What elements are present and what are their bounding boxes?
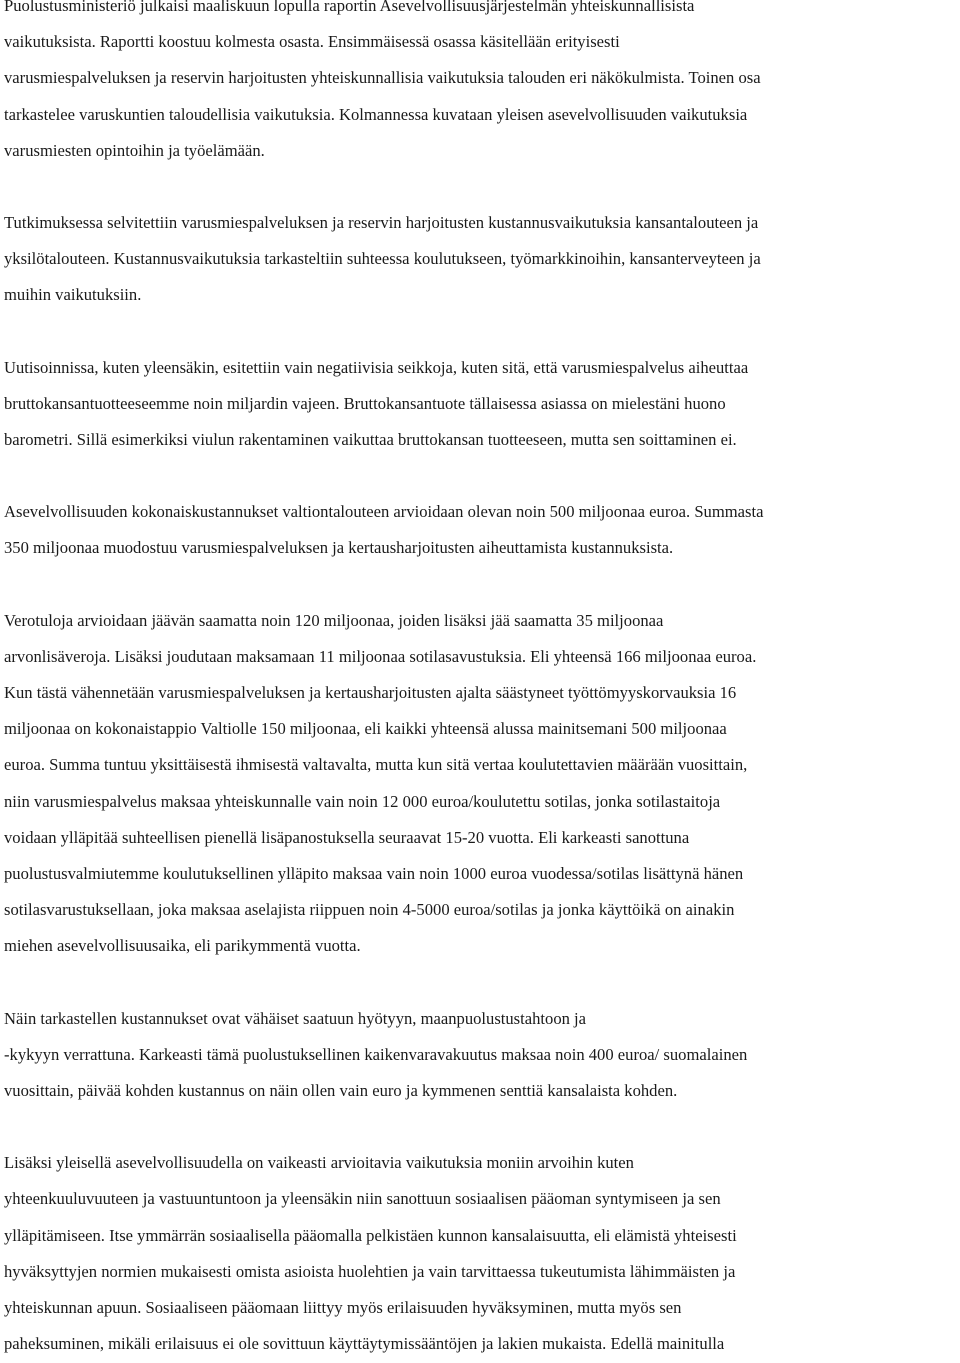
text-line: ylläpitämiseen. Itse ymmärrän sosiaalisella pääomalla pelkistäen kunnon kansalaisuutta, eli elämistä yhteisesti xyxy=(4,1225,737,1245)
paragraph-gap xyxy=(4,965,956,1001)
text-line: euroa. Summa tuntuu yksittäisestä ihmisestä valtavalta, mutta kun sitä vertaa koulutettavien määrään vuosittain, xyxy=(4,755,748,775)
text-line: paheksuminen, mikäli erilaisuus ei ole sovittuun käyttäytymissääntöjen ja lakien mukaista. Edellä mainitulla xyxy=(4,1334,725,1354)
paragraph-gap xyxy=(4,458,956,494)
text-line: miehen asevelvollisuusaika, eli parikymmentä vuotta. xyxy=(4,936,361,956)
text-line: Verotuloja arvioidaan jäävän saamatta noin 120 miljoonaa, joiden lisäksi jää saamatta 35 miljoonaa xyxy=(4,610,664,630)
paragraph-tax-revenue xyxy=(4,603,956,965)
text-line: Kun tästä vähennetään varusmiespalveluksen ja kertausharjoitusten ajalta säästyneet työttömyyskorvauksia 16 xyxy=(4,683,737,703)
text-line: yksilötalouteen. Kustannusvaikutuksia tarkasteltiin suhteessa koulutukseen, työmarkkinoihin, kansanterveyteen ja xyxy=(4,249,761,269)
paragraph-gap xyxy=(4,1109,956,1145)
text-line: bruttokansantuotteeseemme noin miljardin vajeen. Bruttokansantuote tällaisessa asiassa on mielestäni huono xyxy=(4,393,726,413)
text-line: arvonlisäveroja. Lisäksi joudutaan maksamaan 11 miljoonaa sotilasavustuksia. Eli yhteensä 166 miljoonaa euroa. xyxy=(4,646,757,666)
text-line: -kykyyn verrattuna. Karkeasti tämä puolustuksellinen kaikenvaravakuutus maksaa noin 400 euroa/ suomalainen xyxy=(4,1044,748,1064)
text-line: vuosittain, päivää kohden kustannus on näin ollen vain euro ja kymmenen senttiä kansalaista kohden. xyxy=(4,1081,678,1101)
paragraph-report-intro xyxy=(4,0,956,169)
text-line: varusmiespalveluksen ja reservin harjoitusten yhteiskunnallisia vaikutuksia talouden eri näkökulmista. Toinen osa xyxy=(4,68,761,88)
text-line: puolustusvalmiutemme koulutuksellinen ylläpito maksaa vain noin 1000 euroa vuodessa/sotilas lisättynä hänen xyxy=(4,864,744,884)
text-line: Uutisoinnissa, kuten yleensäkin, esitettiin vain negatiivisia seikkoja, kuten sitä, että varusmiespalvelus aiheuttaa xyxy=(4,357,749,377)
paragraph-cost-benefit xyxy=(4,1001,956,1110)
paragraph-gap xyxy=(4,567,956,603)
text-line: niin varusmiespalvelus maksaa yhteiskunnalle vain noin 12 000 euroa/koulutettu sotilas, jonka sotilastaitoja xyxy=(4,791,721,811)
text-line: Tutkimuksessa selvitettiin varusmiespalveluksen ja reservin harjoitusten kustannusvaikutuksia kansantalouteen ja xyxy=(4,213,759,233)
text-line: yhteenkuuluvuuteen ja vastuuntuntoon ja yleensäkin niin sanottuun sosiaalisen pääoman syntymiseen ja sen xyxy=(4,1189,721,1209)
text-line: Näin tarkastellen kustannukset ovat vähäiset saatuun hyötyyn, maanpuolustustahtoon ja xyxy=(4,1008,587,1028)
text-line: Lisäksi yleisellä asevelvollisuudella on vaikeasti arvioitavia vaikutuksia moniin arvoihin kuten xyxy=(4,1153,634,1173)
text-line: tarkastelee varuskuntien taloudellisia vaikutuksia. Kolmannessa kuvataan yleisen asevelvollisuuden vaikutuksia xyxy=(4,104,748,124)
paragraph-social-capital xyxy=(4,1145,956,1362)
text-line: hyväksyttyjen normien mukaisesti omista asioista huolehtien ja vain tarvittaessa tukeutumista lähimmäisten ja xyxy=(4,1261,736,1281)
text-line: muihin vaikutuksiin. xyxy=(4,285,142,305)
text-line: varusmiesten opintoihin ja työelämään. xyxy=(4,140,265,160)
text-line: 350 miljoonaa muodostuu varusmiespalveluksen ja kertausharjoitusten aiheuttamista kustannuksista. xyxy=(4,538,674,558)
paragraph-news-coverage xyxy=(4,350,956,459)
document-body xyxy=(4,0,956,1363)
text-line: yhteiskunnan apuun. Sosiaaliseen pääomaan liittyy myös erilaisuuden hyväksyminen, mutta myös sen xyxy=(4,1298,682,1318)
text-line: voidaan ylläpitää suhteellisen pienellä lisäpanostuksella seuraavat 15-20 vuotta. Eli karkeasti sanottuna xyxy=(4,827,690,847)
text-line: miljoonaa on kokonaistappio Valtiolle 150 miljoonaa, eli kaikki yhteensä alussa mainitsemani 500 miljoonaa xyxy=(4,719,727,739)
paragraph-study-scope xyxy=(4,205,956,314)
text-line: sotilasvarustuksellaan, joka maksaa aselajista riippuen noin 4-5000 euroa/sotilas ja jonka käyttöikä on ainakin xyxy=(4,900,735,920)
text-line: Asevelvollisuuden kokonaiskustannukset valtiontalouteen arvioidaan olevan noin 500 miljoonaa euroa. Summasta xyxy=(4,502,764,522)
paragraph-gap xyxy=(4,169,956,205)
text-line: vaikutuksista. Raportti koostuu kolmesta osasta. Ensimmäisessä osassa käsitellään erityisesti xyxy=(4,32,620,52)
text-line: barometri. Sillä esimerkiksi viulun rakentaminen vaikuttaa bruttokansan tuotteeseen, mutta sen soittaminen ei. xyxy=(4,430,737,450)
text-line: Puolustusministeriö julkaisi maaliskuun lopulla raportin Asevelvollisuusjärjestelmän yhteiskunnallisista xyxy=(4,0,695,15)
paragraph-total-costs xyxy=(4,494,956,566)
paragraph-gap xyxy=(4,314,956,350)
